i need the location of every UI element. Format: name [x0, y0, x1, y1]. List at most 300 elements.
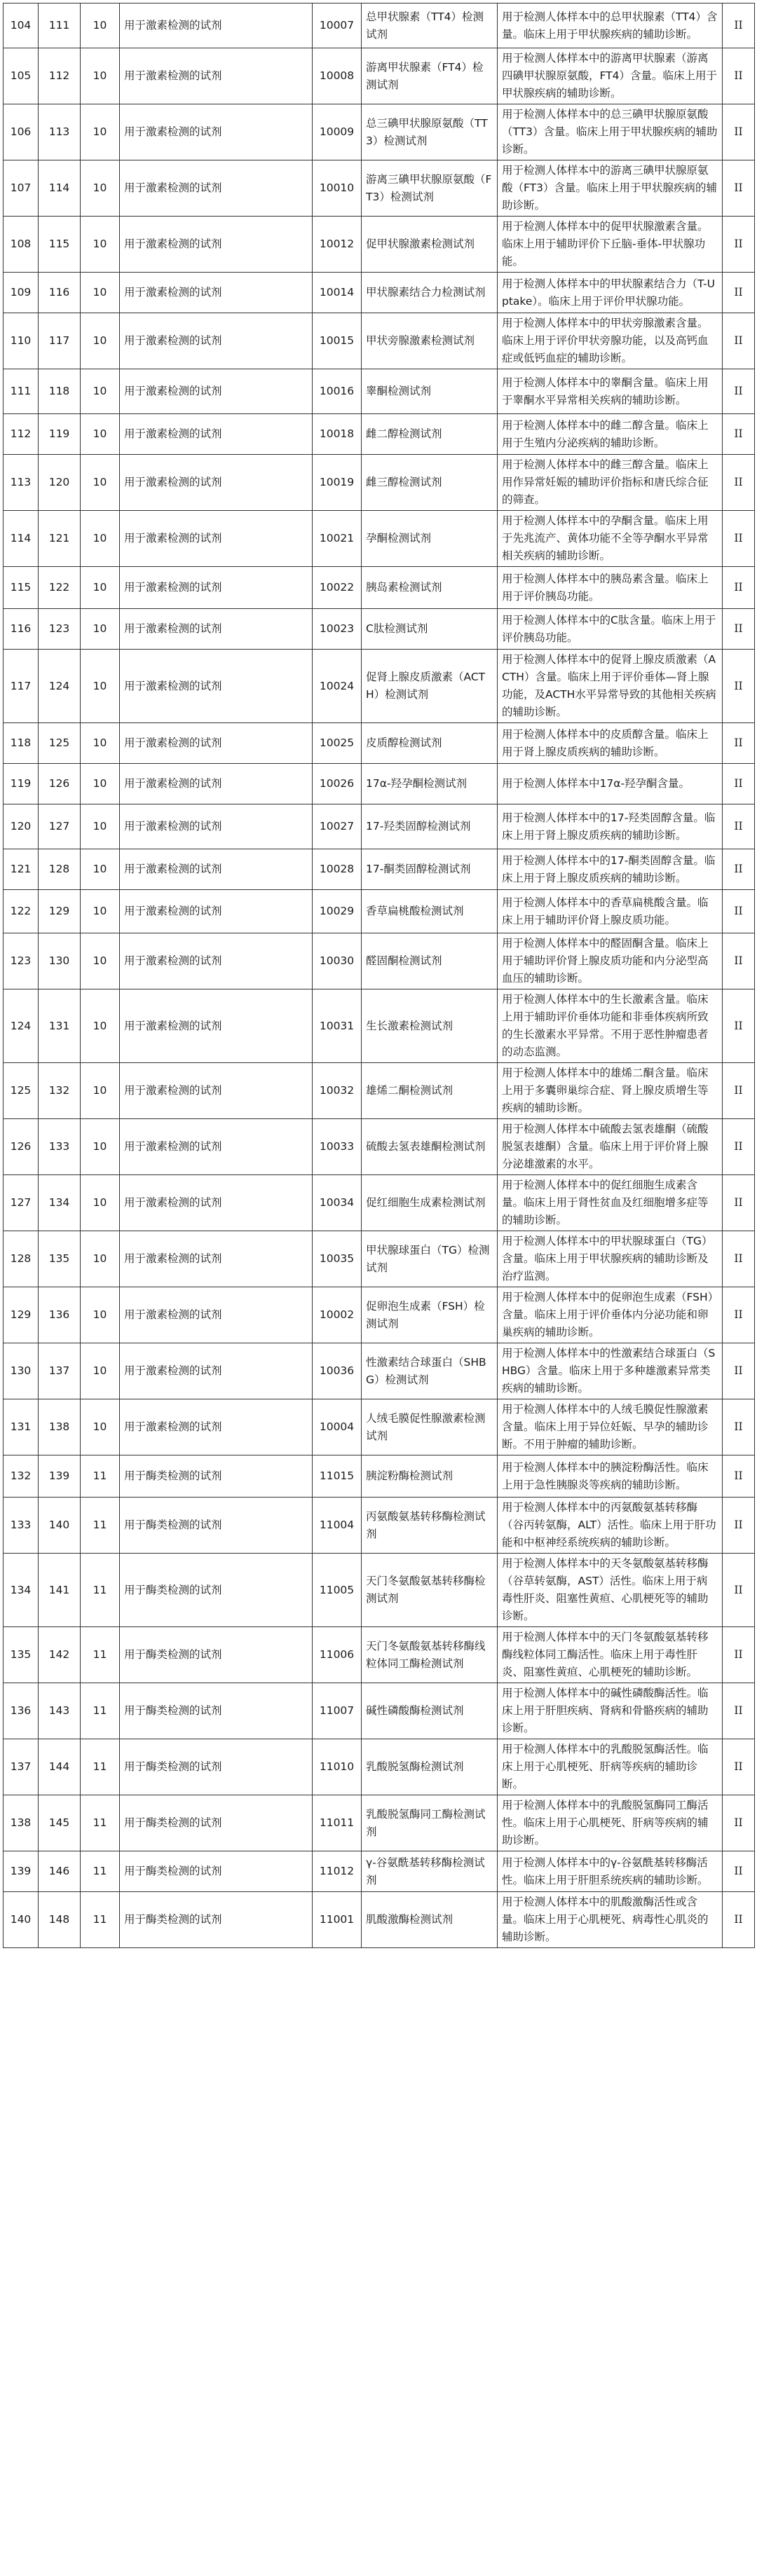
item-no-cell: 137 — [39, 1343, 81, 1399]
table-row — [4, 1175, 755, 1231]
seq-cell: 140 — [4, 1892, 39, 1948]
seq-cell: 115 — [4, 567, 39, 609]
product-type-cell: 用于激素检测的试剂 — [120, 849, 313, 890]
product-code-cell: 11007 — [313, 1683, 362, 1739]
seq-cell: 126 — [4, 1119, 39, 1175]
category-cell: 10 — [81, 48, 120, 104]
seq-cell: 106 — [4, 104, 39, 160]
product-type-cell: 用于酶类检测的试剂 — [120, 1892, 313, 1948]
category-cell: 10 — [81, 723, 120, 764]
product-type-cell: 用于激素检测的试剂 — [120, 217, 313, 273]
product-name-cell: 睾酮检测试剂 — [362, 369, 498, 414]
product-code-cell: 11012 — [313, 1851, 362, 1892]
product-name-cell: 雌三醇检测试剂 — [362, 455, 498, 511]
category-cell: 10 — [81, 567, 120, 609]
table-row — [4, 1119, 755, 1175]
product-code-cell: 10009 — [313, 104, 362, 160]
seq-cell: 127 — [4, 1175, 39, 1231]
table-row — [4, 1231, 755, 1287]
table-row — [4, 48, 755, 104]
item-no-cell: 141 — [39, 1554, 81, 1627]
item-no-cell: 130 — [39, 933, 81, 989]
class-cell: II — [723, 933, 755, 989]
seq-cell: 131 — [4, 1399, 39, 1455]
product-name-cell: 促卵泡生成素（FSH）检测试剂 — [362, 1287, 498, 1343]
product-type-cell: 用于激素检测的试剂 — [120, 1231, 313, 1287]
class-cell: II — [723, 764, 755, 804]
product-code-cell: 10028 — [313, 849, 362, 890]
seq-cell: 118 — [4, 723, 39, 764]
category-cell: 10 — [81, 1119, 120, 1175]
product-type-cell: 用于激素检测的试剂 — [120, 104, 313, 160]
product-type-cell: 用于激素检测的试剂 — [120, 369, 313, 414]
table-row — [4, 1498, 755, 1554]
intended-use-cell: 用于检测人体样本中的促甲状腺激素含量。临床上用于辅助评价下丘脑-垂体-甲状腺功能。 — [498, 217, 723, 273]
intended-use-cell: 用于检测人体样本中的生长激素含量。临床上用于辅助评价垂体功能和非垂体疾病所致的生长激素水平异常。不用于恶性肿瘤患者的动态监测。 — [498, 989, 723, 1063]
intended-use-cell: 用于检测人体样本中的游离三碘甲状腺原氨酸（FT3）含量。临床上用于甲状腺疾病的辅助诊断。 — [498, 160, 723, 217]
seq-cell: 112 — [4, 414, 39, 455]
product-type-cell: 用于激素检测的试剂 — [120, 48, 313, 104]
item-no-cell: 112 — [39, 48, 81, 104]
product-code-cell: 10002 — [313, 1287, 362, 1343]
category-cell: 10 — [81, 4, 120, 48]
class-cell: II — [723, 989, 755, 1063]
product-name-cell: 生长激素检测试剂 — [362, 989, 498, 1063]
intended-use-cell: 用于检测人体样本中的胰岛素含量。临床上用于评价胰岛功能。 — [498, 567, 723, 609]
product-name-cell: γ-谷氨酰基转移酶检测试剂 — [362, 1851, 498, 1892]
product-type-cell: 用于激素检测的试剂 — [120, 273, 313, 313]
item-no-cell: 126 — [39, 764, 81, 804]
product-name-cell: 硫酸去氢表雄酮检测试剂 — [362, 1119, 498, 1175]
category-cell: 10 — [81, 369, 120, 414]
product-name-cell: 甲状旁腺激素检测试剂 — [362, 313, 498, 369]
table-row — [4, 4, 755, 48]
category-cell: 11 — [81, 1455, 120, 1498]
item-no-cell: 144 — [39, 1739, 81, 1795]
category-cell: 10 — [81, 804, 120, 849]
product-type-cell: 用于激素检测的试剂 — [120, 511, 313, 567]
class-cell: II — [723, 217, 755, 273]
product-code-cell: 10033 — [313, 1119, 362, 1175]
product-type-cell: 用于酶类检测的试剂 — [120, 1498, 313, 1554]
product-code-cell: 10008 — [313, 48, 362, 104]
category-cell: 11 — [81, 1498, 120, 1554]
intended-use-cell: 用于检测人体样本中的甲状腺素结合力（T-Uptake）。临床上用于评价甲状腺功能。 — [498, 273, 723, 313]
product-name-cell: C肽检测试剂 — [362, 609, 498, 650]
product-type-cell: 用于酶类检测的试剂 — [120, 1455, 313, 1498]
product-code-cell: 10007 — [313, 4, 362, 48]
product-name-cell: 游离三碘甲状腺原氨酸（FT3）检测试剂 — [362, 160, 498, 217]
item-no-cell: 124 — [39, 650, 81, 723]
product-type-cell: 用于激素检测的试剂 — [120, 764, 313, 804]
intended-use-cell: 用于检测人体样本中的雌二醇含量。临床上用于生殖内分泌疾病的辅助诊断。 — [498, 414, 723, 455]
table-row — [4, 1795, 755, 1851]
seq-cell: 120 — [4, 804, 39, 849]
table-row — [4, 567, 755, 609]
class-cell: II — [723, 48, 755, 104]
class-cell: II — [723, 273, 755, 313]
category-cell: 10 — [81, 1343, 120, 1399]
product-code-cell: 11015 — [313, 1455, 362, 1498]
intended-use-cell: 用于检测人体样本中的促肾上腺皮质激素（ACTH）含量。临床上用于评价垂体—肾上腺功能，及ACTH水平异常导致的其他相关疾病的辅助诊断。 — [498, 650, 723, 723]
intended-use-cell: 用于检测人体样本中的总甲状腺素（TT4）含量。临床上用于甲状腺疾病的辅助诊断。 — [498, 4, 723, 48]
item-no-cell: 136 — [39, 1287, 81, 1343]
category-cell: 10 — [81, 650, 120, 723]
category-cell: 10 — [81, 511, 120, 567]
product-type-cell: 用于酶类检测的试剂 — [120, 1851, 313, 1892]
table-row — [4, 313, 755, 369]
class-cell: II — [723, 1683, 755, 1739]
table-row — [4, 1287, 755, 1343]
category-cell: 10 — [81, 989, 120, 1063]
class-cell: II — [723, 890, 755, 933]
category-cell: 10 — [81, 1399, 120, 1455]
product-type-cell: 用于激素检测的试剂 — [120, 313, 313, 369]
class-cell: II — [723, 1739, 755, 1795]
product-name-cell: 17-羟类固醇检测试剂 — [362, 804, 498, 849]
product-type-cell: 用于激素检测的试剂 — [120, 1119, 313, 1175]
table-row — [4, 989, 755, 1063]
product-name-cell: 17α-羟孕酮检测试剂 — [362, 764, 498, 804]
product-type-cell: 用于激素检测的试剂 — [120, 1287, 313, 1343]
seq-cell: 123 — [4, 933, 39, 989]
product-type-cell: 用于激素检测的试剂 — [120, 723, 313, 764]
class-cell: II — [723, 414, 755, 455]
intended-use-cell: 用于检测人体样本中的香草扁桃酸含量。临床上用于辅助评价肾上腺皮质功能。 — [498, 890, 723, 933]
product-type-cell: 用于酶类检测的试剂 — [120, 1627, 313, 1683]
item-no-cell: 129 — [39, 890, 81, 933]
item-no-cell: 142 — [39, 1627, 81, 1683]
intended-use-cell: 用于检测人体样本中的17-羟类固醇含量。临床上用于肾上腺皮质疾病的辅助诊断。 — [498, 804, 723, 849]
item-no-cell: 133 — [39, 1119, 81, 1175]
item-no-cell: 131 — [39, 989, 81, 1063]
product-code-cell: 10032 — [313, 1063, 362, 1119]
product-name-cell: 肌酸激酶检测试剂 — [362, 1892, 498, 1948]
class-cell: II — [723, 1627, 755, 1683]
class-cell: II — [723, 1231, 755, 1287]
intended-use-cell: 用于检测人体样本中的天门冬氨酸氨基转移酶线粒体同工酶活性。临床上用于毒性肝炎、阻塞性黄疸、心肌梗死的辅助诊断。 — [498, 1627, 723, 1683]
category-cell: 11 — [81, 1554, 120, 1627]
item-no-cell: 148 — [39, 1892, 81, 1948]
product-code-cell: 10004 — [313, 1399, 362, 1455]
seq-cell: 128 — [4, 1231, 39, 1287]
class-cell: II — [723, 723, 755, 764]
product-type-cell: 用于激素检测的试剂 — [120, 455, 313, 511]
class-cell: II — [723, 1498, 755, 1554]
table-row — [4, 511, 755, 567]
product-name-cell: 促肾上腺皮质激素（ACTH）检测试剂 — [362, 650, 498, 723]
table-row — [4, 1627, 755, 1683]
class-cell: II — [723, 567, 755, 609]
item-no-cell: 123 — [39, 609, 81, 650]
item-no-cell: 146 — [39, 1851, 81, 1892]
item-no-cell: 139 — [39, 1455, 81, 1498]
item-no-cell: 114 — [39, 160, 81, 217]
table-row — [4, 104, 755, 160]
product-type-cell: 用于激素检测的试剂 — [120, 650, 313, 723]
table-row — [4, 160, 755, 217]
table-row — [4, 1851, 755, 1892]
category-cell: 10 — [81, 273, 120, 313]
class-cell: II — [723, 1063, 755, 1119]
product-name-cell: 17-酮类固醇检测试剂 — [362, 849, 498, 890]
product-type-cell: 用于激素检测的试剂 — [120, 1343, 313, 1399]
intended-use-cell: 用于检测人体样本中的雄烯二酮含量。临床上用于多囊卵巢综合症、肾上腺皮质增生等疾病的辅助诊断。 — [498, 1063, 723, 1119]
product-code-cell: 10026 — [313, 764, 362, 804]
product-type-cell: 用于激素检测的试剂 — [120, 1063, 313, 1119]
product-code-cell: 11006 — [313, 1627, 362, 1683]
table-row — [4, 273, 755, 313]
class-cell: II — [723, 1399, 755, 1455]
product-code-cell: 10010 — [313, 160, 362, 217]
class-cell: II — [723, 1851, 755, 1892]
intended-use-cell: 用于检测人体样本中的17-酮类固醇含量。临床上用于肾上腺皮质疾病的辅助诊断。 — [498, 849, 723, 890]
intended-use-cell: 用于检测人体样本中的甲状腺球蛋白（TG）含量。临床上用于甲状腺疾病的辅助诊断及治疗监测。 — [498, 1231, 723, 1287]
class-cell: II — [723, 804, 755, 849]
intended-use-cell: 用于检测人体样本中的γ-谷氨酰基转移酶活性。临床上用于肝胆系统疾病的辅助诊断。 — [498, 1851, 723, 1892]
seq-cell: 111 — [4, 369, 39, 414]
intended-use-cell: 用于检测人体样本中的皮质醇含量。临床上用于肾上腺皮质疾病的辅助诊断。 — [498, 723, 723, 764]
class-cell: II — [723, 160, 755, 217]
class-cell: II — [723, 1554, 755, 1627]
product-code-cell: 10018 — [313, 414, 362, 455]
category-cell: 11 — [81, 1683, 120, 1739]
product-name-cell: 游离甲状腺素（FT4）检测试剂 — [362, 48, 498, 104]
intended-use-cell: 用于检测人体样本中的游离甲状腺素（游离四碘甲状腺原氨酸，FT4）含量。临床上用于甲状腺疾病的辅助诊断。 — [498, 48, 723, 104]
item-no-cell: 116 — [39, 273, 81, 313]
item-no-cell: 132 — [39, 1063, 81, 1119]
product-name-cell: 乳酸脱氢酶同工酶检测试剂 — [362, 1795, 498, 1851]
product-type-cell: 用于激素检测的试剂 — [120, 1399, 313, 1455]
intended-use-cell: 用于检测人体样本中的醛固酮含量。临床上用于辅助评价肾上腺皮质功能和内分泌型高血压的辅助诊断。 — [498, 933, 723, 989]
table-row — [4, 1063, 755, 1119]
table-row — [4, 1683, 755, 1739]
category-cell: 10 — [81, 160, 120, 217]
seq-cell: 133 — [4, 1498, 39, 1554]
product-name-cell: 丙氨酸氨基转移酶检测试剂 — [362, 1498, 498, 1554]
class-cell: II — [723, 1175, 755, 1231]
item-no-cell: 121 — [39, 511, 81, 567]
class-cell: II — [723, 1892, 755, 1948]
item-no-cell: 127 — [39, 804, 81, 849]
class-cell: II — [723, 1119, 755, 1175]
class-cell: II — [723, 1795, 755, 1851]
item-no-cell: 140 — [39, 1498, 81, 1554]
table-row — [4, 1892, 755, 1948]
class-cell: II — [723, 369, 755, 414]
table-row — [4, 650, 755, 723]
intended-use-cell: 用于检测人体样本中的性激素结合球蛋白（SHBG）含量。临床上用于多种雄激素异常类疾病的辅助诊断。 — [498, 1343, 723, 1399]
intended-use-cell: 用于检测人体样本中的人绒毛膜促性腺激素含量。临床上用于异位妊娠、早孕的辅助诊断。不用于肿瘤的辅助诊断。 — [498, 1399, 723, 1455]
product-name-cell: 天门冬氨酸氨基转移酶线粒体同工酶检测试剂 — [362, 1627, 498, 1683]
product-code-cell: 10022 — [313, 567, 362, 609]
product-code-cell: 11001 — [313, 1892, 362, 1948]
product-type-cell: 用于激素检测的试剂 — [120, 567, 313, 609]
item-no-cell: 125 — [39, 723, 81, 764]
category-cell: 10 — [81, 1231, 120, 1287]
product-type-cell: 用于激素检测的试剂 — [120, 414, 313, 455]
product-code-cell: 10025 — [313, 723, 362, 764]
intended-use-cell: 用于检测人体样本中17α-羟孕酮含量。 — [498, 764, 723, 804]
product-code-cell: 10016 — [313, 369, 362, 414]
class-cell: II — [723, 1455, 755, 1498]
intended-use-cell: 用于检测人体样本中硫酸去氢表雄酮（硫酸脱氢表雄酮）含量。临床上用于评价肾上腺分泌雄激素的水平。 — [498, 1119, 723, 1175]
intended-use-cell: 用于检测人体样本中的C肽含量。临床上用于评价胰岛功能。 — [498, 609, 723, 650]
intended-use-cell: 用于检测人体样本中的睾酮含量。临床上用于睾酮水平异常相关疾病的辅助诊断。 — [498, 369, 723, 414]
category-cell: 10 — [81, 933, 120, 989]
product-name-cell: 碱性磷酸酶检测试剂 — [362, 1683, 498, 1739]
item-no-cell: 143 — [39, 1683, 81, 1739]
intended-use-cell: 用于检测人体样本中的孕酮含量。临床上用于先兆流产、黄体功能不全等孕酮水平异常相关疾病的辅助诊断。 — [498, 511, 723, 567]
class-cell: II — [723, 511, 755, 567]
product-code-cell: 11010 — [313, 1739, 362, 1795]
seq-cell: 137 — [4, 1739, 39, 1795]
item-no-cell: 134 — [39, 1175, 81, 1231]
class-cell: II — [723, 1343, 755, 1399]
item-no-cell: 145 — [39, 1795, 81, 1851]
product-code-cell: 10021 — [313, 511, 362, 567]
product-name-cell: 醛固酮检测试剂 — [362, 933, 498, 989]
product-type-cell: 用于激素检测的试剂 — [120, 804, 313, 849]
category-cell: 10 — [81, 313, 120, 369]
table-row — [4, 414, 755, 455]
product-type-cell: 用于激素检测的试剂 — [120, 890, 313, 933]
product-code-cell: 10027 — [313, 804, 362, 849]
item-no-cell: 117 — [39, 313, 81, 369]
seq-cell: 117 — [4, 650, 39, 723]
table-body — [4, 4, 755, 1948]
table-row — [4, 890, 755, 933]
seq-cell: 108 — [4, 217, 39, 273]
category-cell: 11 — [81, 1739, 120, 1795]
class-cell: II — [723, 849, 755, 890]
seq-cell: 119 — [4, 764, 39, 804]
table-row — [4, 455, 755, 511]
product-type-cell: 用于激素检测的试剂 — [120, 989, 313, 1063]
seq-cell: 110 — [4, 313, 39, 369]
class-cell: II — [723, 609, 755, 650]
table-row — [4, 1554, 755, 1627]
product-code-cell: 10035 — [313, 1231, 362, 1287]
device-catalog-table — [3, 3, 755, 1948]
category-cell: 11 — [81, 1892, 120, 1948]
product-code-cell: 10024 — [313, 650, 362, 723]
seq-cell: 113 — [4, 455, 39, 511]
seq-cell: 104 — [4, 4, 39, 48]
product-code-cell: 10015 — [313, 313, 362, 369]
seq-cell: 134 — [4, 1554, 39, 1627]
item-no-cell: 113 — [39, 104, 81, 160]
table-row — [4, 1343, 755, 1399]
category-cell: 11 — [81, 1851, 120, 1892]
class-cell: II — [723, 104, 755, 160]
category-cell: 10 — [81, 1175, 120, 1231]
intended-use-cell: 用于检测人体样本中的乳酸脱氢酶活性。临床上用于心肌梗死、肝病等疾病的辅助诊断。 — [498, 1739, 723, 1795]
seq-cell: 125 — [4, 1063, 39, 1119]
product-type-cell: 用于酶类检测的试剂 — [120, 1795, 313, 1851]
table-row — [4, 723, 755, 764]
class-cell: II — [723, 1287, 755, 1343]
table-row — [4, 804, 755, 849]
category-cell: 10 — [81, 1063, 120, 1119]
seq-cell: 105 — [4, 48, 39, 104]
product-name-cell: 胰淀粉酶检测试剂 — [362, 1455, 498, 1498]
product-name-cell: 皮质醇检测试剂 — [362, 723, 498, 764]
item-no-cell: 122 — [39, 567, 81, 609]
category-cell: 10 — [81, 217, 120, 273]
product-name-cell: 胰岛素检测试剂 — [362, 567, 498, 609]
product-type-cell: 用于激素检测的试剂 — [120, 4, 313, 48]
table-row — [4, 1399, 755, 1455]
seq-cell: 135 — [4, 1627, 39, 1683]
product-name-cell: 孕酮检测试剂 — [362, 511, 498, 567]
intended-use-cell: 用于检测人体样本中的总三碘甲状腺原氨酸（TT3）含量。临床上用于甲状腺疾病的辅助诊断。 — [498, 104, 723, 160]
product-code-cell: 11004 — [313, 1498, 362, 1554]
category-cell: 10 — [81, 414, 120, 455]
category-cell: 10 — [81, 1287, 120, 1343]
intended-use-cell: 用于检测人体样本中的甲状旁腺激素含量。临床上用于评价甲状旁腺功能，以及高钙血症或低钙血症的辅助诊断。 — [498, 313, 723, 369]
product-name-cell: 雌二醇检测试剂 — [362, 414, 498, 455]
seq-cell: 138 — [4, 1795, 39, 1851]
product-name-cell: 天门冬氨酸氨基转移酶检测试剂 — [362, 1554, 498, 1627]
product-name-cell: 甲状腺素结合力检测试剂 — [362, 273, 498, 313]
item-no-cell: 138 — [39, 1399, 81, 1455]
product-type-cell: 用于激素检测的试剂 — [120, 1175, 313, 1231]
class-cell: II — [723, 455, 755, 511]
category-cell: 10 — [81, 455, 120, 511]
seq-cell: 139 — [4, 1851, 39, 1892]
product-name-cell: 总甲状腺素（TT4）检测试剂 — [362, 4, 498, 48]
intended-use-cell: 用于检测人体样本中的促红细胞生成素含量。临床上用于肾性贫血及红细胞增多症等的辅助诊断。 — [498, 1175, 723, 1231]
product-name-cell: 性激素结合球蛋白（SHBG）检测试剂 — [362, 1343, 498, 1399]
product-code-cell: 10014 — [313, 273, 362, 313]
product-code-cell: 10036 — [313, 1343, 362, 1399]
seq-cell: 130 — [4, 1343, 39, 1399]
product-code-cell: 11005 — [313, 1554, 362, 1627]
product-name-cell: 促红细胞生成素检测试剂 — [362, 1175, 498, 1231]
table-row — [4, 1739, 755, 1795]
product-code-cell: 10031 — [313, 989, 362, 1063]
intended-use-cell: 用于检测人体样本中的肌酸激酶活性或含量。临床上用于心肌梗死、病毒性心肌炎的辅助诊断。 — [498, 1892, 723, 1948]
product-code-cell: 10034 — [313, 1175, 362, 1231]
table-row — [4, 849, 755, 890]
table-row — [4, 1455, 755, 1498]
table-row — [4, 764, 755, 804]
item-no-cell: 118 — [39, 369, 81, 414]
item-no-cell: 128 — [39, 849, 81, 890]
intended-use-cell: 用于检测人体样本中的雌三醇含量。临床上用作异常妊娠的辅助评价指标和唐氏综合征的筛查。 — [498, 455, 723, 511]
product-code-cell: 10030 — [313, 933, 362, 989]
table-row — [4, 609, 755, 650]
product-code-cell: 10019 — [313, 455, 362, 511]
product-type-cell: 用于酶类检测的试剂 — [120, 1683, 313, 1739]
intended-use-cell: 用于检测人体样本中的丙氨酸氨基转移酶（谷丙转氨酶，ALT）活性。临床上用于肝功能和中枢神经系统疾病的辅助诊断。 — [498, 1498, 723, 1554]
seq-cell: 129 — [4, 1287, 39, 1343]
seq-cell: 136 — [4, 1683, 39, 1739]
item-no-cell: 120 — [39, 455, 81, 511]
product-type-cell: 用于激素检测的试剂 — [120, 160, 313, 217]
item-no-cell: 111 — [39, 4, 81, 48]
category-cell: 10 — [81, 890, 120, 933]
product-code-cell: 10029 — [313, 890, 362, 933]
item-no-cell: 119 — [39, 414, 81, 455]
item-no-cell: 115 — [39, 217, 81, 273]
category-cell: 10 — [81, 104, 120, 160]
table-row — [4, 933, 755, 989]
seq-cell: 109 — [4, 273, 39, 313]
product-name-cell: 香草扁桃酸检测试剂 — [362, 890, 498, 933]
intended-use-cell: 用于检测人体样本中的天冬氨酸氨基转移酶（谷草转氨酶，AST）活性。临床上用于病毒性肝炎、阻塞性黄疸、心肌梗死等的辅助诊断。 — [498, 1554, 723, 1627]
